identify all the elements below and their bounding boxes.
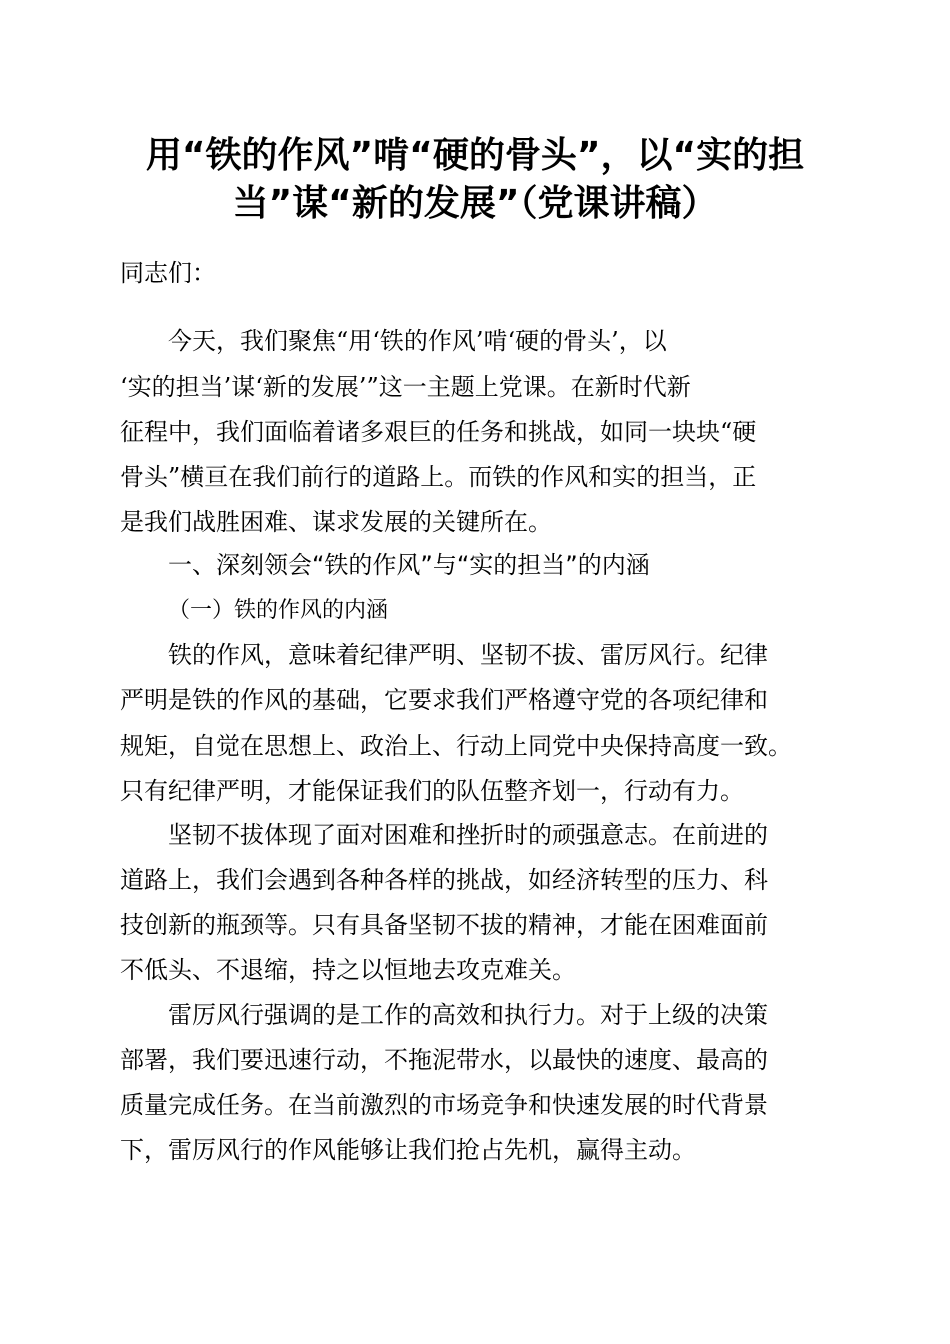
paragraph-line: 雷厉风行强调的是工作的高效和执行力。对于上级的决策 [168, 1001, 768, 1029]
document-title [100, 132, 850, 228]
paragraph-line: 铁的作风，意味着纪律严明、坚韧不拔、雷厉风行。纪律 [168, 641, 768, 669]
paragraph-line: 下，雷厉风行的作风能够让我们抢占先机，赢得主动。 [120, 1136, 696, 1164]
paragraph-line: 是我们战胜困难、谋求发展的关键所在。 [120, 508, 552, 536]
paragraph-line: 骨头”横亘在我们前行的道路上。而铁的作风和实的担当，正 [120, 463, 757, 491]
section-heading: 一、深刻领会“铁的作风”与“实的担当”的内涵 [168, 551, 650, 579]
paragraph-line: 规矩，自觉在思想上、政治上、行动上同党中央保持高度一致。 [120, 732, 792, 760]
title-line-2: 当”谋“新的发展”（党课讲稿） [232, 183, 718, 224]
paragraph-line: 技创新的瓶颈等。只有具备坚韧不拔的精神，才能在困难面前 [120, 911, 768, 939]
paragraph-line: 只有纪律严明，才能保证我们的队伍整齐划一，行动有力。 [120, 777, 744, 805]
paragraph-line: 不低头、不退缩，持之以恒地去攻克难关。 [120, 956, 576, 984]
paragraph-line: 征程中，我们面临着诸多艰巨的任务和挑战，如同一块块“硬 [120, 418, 757, 446]
title-line-1: 用“铁的作风”啃“硬的骨头”，以“实的担 [145, 135, 805, 176]
paragraph-line: 部署，我们要迅速行动，不拖泥带水，以最快的速度、最高的 [120, 1046, 768, 1074]
subsection-heading: （一）铁的作风的内涵 [168, 598, 389, 623]
paragraph-line: 坚韧不拔体现了面对困难和挫折时的顽强意志。在前进的 [168, 821, 768, 849]
paragraph-line: 今天，我们聚焦“用‘铁的作风’啃‘硬的骨头’，以 [168, 327, 667, 355]
paragraph-line: ‘实的担当’谋‘新的发展’”这一主题上党课。在新时代新 [120, 373, 691, 401]
salutation: 同志们： [120, 259, 216, 287]
paragraph-line: 质量完成任务。在当前激烈的市场竞争和快速发展的时代背景 [120, 1091, 768, 1119]
paragraph-line: 道路上，我们会遇到各种各样的挑战，如经济转型的压力、科 [120, 866, 768, 894]
paragraph-line: 严明是铁的作风的基础，它要求我们严格遵守党的各项纪律和 [120, 686, 768, 714]
